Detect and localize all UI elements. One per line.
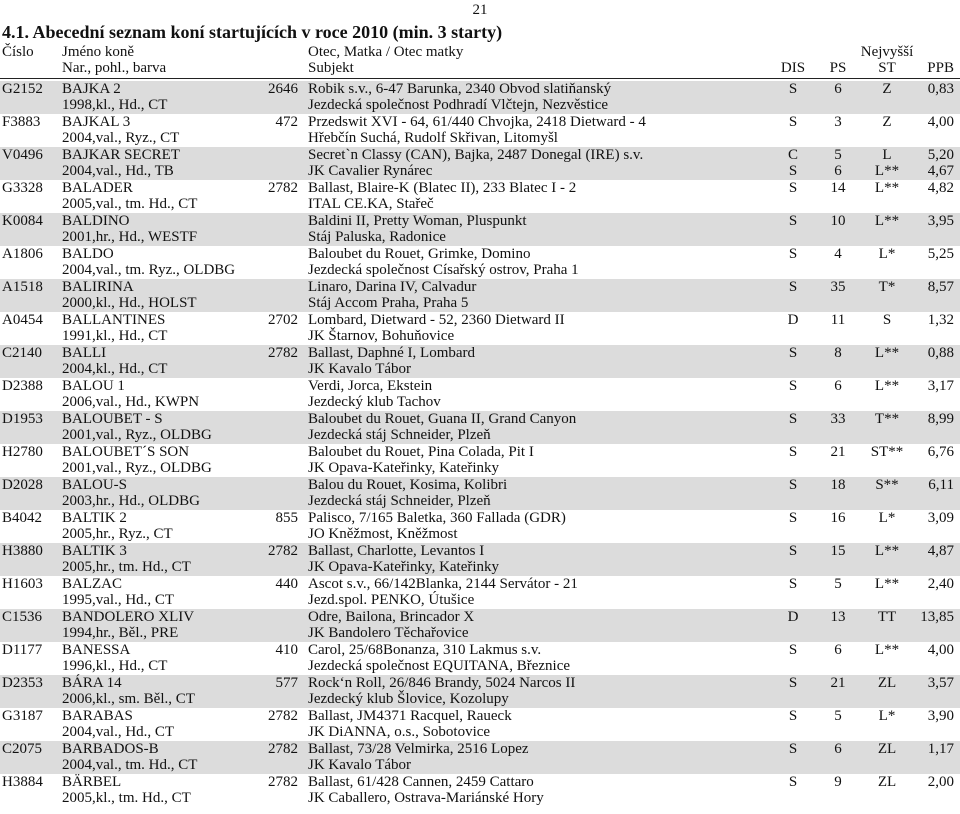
horse-subject: JK Štarnov, Bohuňovice: [308, 328, 455, 344]
discipline: C: [787, 147, 798, 163]
highest-level: L*: [878, 246, 896, 262]
col-name-header: Jméno koně: [62, 44, 135, 60]
horse-subject: JK Opava-Kateřinky, Kateřinky: [308, 460, 500, 476]
highest-level: Z: [882, 114, 892, 130]
discipline: S: [788, 246, 798, 262]
highest-level: TT: [877, 609, 897, 625]
start-count: 14: [830, 180, 846, 196]
horse-parents: Baloubet du Rouet, Guana II, Grand Canyon: [308, 411, 577, 427]
table-row: [0, 675, 960, 708]
horse-info: 2005,kl., tm. Hd., CT: [62, 790, 191, 806]
start-count: 21: [830, 444, 846, 460]
discipline: S: [788, 675, 798, 691]
col-parents-header: Otec, Matka / Otec matky: [308, 44, 464, 60]
sire-number: 2782: [268, 180, 298, 196]
horse-name: BALLANTINES: [62, 312, 166, 328]
discipline: S: [788, 708, 798, 724]
discipline: S: [788, 477, 798, 493]
ppb-value: 3,57: [927, 675, 954, 691]
table-row: [0, 609, 960, 642]
horse-parents: Odre, Bailona, Brincador X: [308, 609, 475, 625]
ppb-value: 3,09: [927, 510, 954, 526]
horse-name: BALIRINA: [62, 279, 134, 295]
horse-subject: Jezdecká společnost Císařský ostrov, Praha 1: [308, 262, 579, 278]
horse-parents: Ballast, Daphné I, Lombard: [308, 345, 476, 361]
highest-level: L**: [874, 543, 900, 559]
horse-parents: Verdi, Jorca, Ekstein: [308, 378, 433, 394]
horse-info: 2001,val., Ryz., OLDBG: [62, 427, 212, 443]
ppb-value: 8,99: [927, 411, 954, 427]
horse-info: 1991,kl., Hd., CT: [62, 328, 168, 344]
highest-level: L*: [878, 708, 896, 724]
discipline: S: [788, 444, 798, 460]
horse-id: D1177: [2, 642, 43, 658]
table-row: [0, 444, 960, 477]
discipline: D: [787, 312, 799, 328]
ppb-value: 3,90: [927, 708, 954, 724]
table-row: [0, 312, 960, 345]
horse-id: D2353: [2, 675, 43, 691]
start-count: 4: [834, 246, 842, 262]
discipline: S: [788, 114, 798, 130]
horse-name: BALTIK 3: [62, 543, 127, 559]
horse-name: BALADER: [62, 180, 133, 196]
horse-id: C1536: [2, 609, 43, 625]
table-row: [0, 180, 960, 213]
horse-parents: Rock‘n Roll, 26/846 Brandy, 5024 Narcos II: [308, 675, 576, 691]
table-row: [0, 114, 960, 147]
col-ps-header: PS: [829, 60, 847, 76]
horse-subject: ITAL CE.KA, Stařeč: [308, 196, 434, 212]
horse-name: BALOUBET - S: [62, 411, 163, 427]
highest-level: L: [882, 147, 892, 163]
horse-id: G2152: [2, 81, 43, 97]
sire-number: 2782: [268, 741, 298, 757]
sire-number: 855: [275, 510, 298, 526]
ppb-value: 6,11: [928, 477, 954, 493]
sire-number: 2782: [268, 774, 298, 790]
horse-parents: Baldini II, Pretty Woman, Pluspunkt: [308, 213, 527, 229]
horse-parents: Carol, 25/68Bonanza, 310 Lakmus s.v.: [308, 642, 542, 658]
highest-level: L**: [874, 345, 900, 361]
ppb-value: 0,88: [927, 345, 954, 361]
sire-number: 2646: [268, 81, 298, 97]
horse-subject: Jezdecký klub Tachov: [308, 394, 441, 410]
start-count: 8: [834, 345, 842, 361]
sire-number: 472: [275, 114, 298, 130]
horse-info: 2000,kl., Hd., HOLST: [62, 295, 197, 311]
horse-id: D1953: [2, 411, 43, 427]
table-row: [0, 147, 960, 180]
horse-id: D2028: [2, 477, 43, 493]
page-title: 4.1. Abecední seznam koní startujících v roce 2010 (min. 3 starty): [2, 22, 503, 42]
highest-level: S**: [875, 477, 899, 493]
horse-info: 1995,val., Hd., CT: [62, 592, 175, 608]
discipline: S: [788, 81, 798, 97]
sire-number: 440: [275, 576, 298, 592]
horse-parents: Palisco, 7/165 Baletka, 360 Fallada (GDR): [308, 510, 566, 526]
table-row: [0, 510, 960, 543]
horse-name: BALDO: [62, 246, 114, 262]
horse-parents: Ballast, Blaire-K (Blatec II), 233 Blatec I - 2: [308, 180, 577, 196]
discipline: S: [788, 774, 798, 790]
horse-subject: Jezdecká společnost EQUITANA, Březnice: [308, 658, 571, 674]
discipline: S: [788, 576, 798, 592]
horse-name: BALDINO: [62, 213, 130, 229]
start-count: 21: [830, 675, 846, 691]
highest-level: T**: [874, 411, 900, 427]
table-row: [0, 774, 960, 807]
horse-name: BÁRA 14: [62, 675, 122, 691]
horse-parents: Linaro, Darina IV, Calvadur: [308, 279, 477, 295]
table-row: [0, 345, 960, 378]
start-count: 18: [830, 477, 846, 493]
start-count: 6: [834, 642, 842, 658]
discipline: S: [788, 543, 798, 559]
highest-level-2: L**: [874, 163, 900, 179]
header-rule: [0, 78, 960, 79]
horse-parents: Secret`n Classy (CAN), Bajka, 2487 Donegal (IRE) s.v.: [308, 147, 644, 163]
discipline: S: [788, 741, 798, 757]
table-row: [0, 477, 960, 510]
horse-parents: Przedswit XVI - 64, 61/440 Chvojka, 2418 Dietward - 4: [308, 114, 646, 130]
horse-info: 2005,hr., tm. Hd., CT: [62, 559, 191, 575]
table-row: [0, 378, 960, 411]
horse-id: D2388: [2, 378, 43, 394]
horse-subject: Jezdecká stáj Schneider, Plzeň: [308, 427, 491, 443]
horse-id: H3880: [2, 543, 43, 559]
horse-info: 2001,val., Ryz., OLDBG: [62, 460, 212, 476]
horse-subject: Hřebčín Suchá, Rudolf Skřivan, Litomyšl: [308, 130, 558, 146]
horse-name: BALLI: [62, 345, 107, 361]
start-count-2: 6: [834, 163, 842, 179]
highest-level: L**: [874, 642, 900, 658]
horse-id: H3884: [2, 774, 43, 790]
horse-id: A1518: [2, 279, 43, 295]
col-subject-header: Subjekt: [308, 60, 354, 76]
highest-level: Z: [882, 81, 892, 97]
horse-subject: JK Kavalo Tábor: [308, 361, 412, 377]
horse-name: BANDOLERO XLIV: [62, 609, 195, 625]
horse-subject: Stáj Accom Praha, Praha 5: [308, 295, 469, 311]
horse-info: 2004,val., tm. Ryz., OLDBG: [62, 262, 236, 278]
table-row: [0, 81, 960, 114]
discipline: D: [787, 609, 799, 625]
table-row: [0, 708, 960, 741]
ppb-value: 2,40: [927, 576, 954, 592]
start-count: 6: [834, 741, 842, 757]
horse-name: BAJKA 2: [62, 81, 121, 97]
ppb-value: 3,17: [927, 378, 954, 394]
table-row: [0, 642, 960, 675]
horse-info: 2003,hr., Hd., OLDBG: [62, 493, 200, 509]
col-name2-header: Nar., pohl., barva: [62, 60, 167, 76]
ppb-value: 0,83: [927, 81, 954, 97]
horse-parents: Ballast, 61/428 Cannen, 2459 Cattaro: [308, 774, 534, 790]
horse-name: BANESSA: [62, 642, 131, 658]
start-count: 5: [834, 708, 842, 724]
sire-number: 2782: [268, 345, 298, 361]
horse-name: BALZAC: [62, 576, 122, 592]
horse-parents: Lombard, Dietward - 52, 2360 Dietward II: [308, 312, 565, 328]
ppb-value-2: 4,67: [927, 163, 954, 179]
horse-name: BARBADOS-B: [62, 741, 159, 757]
horse-info: 2006,kl., sm. Běl., CT: [62, 691, 195, 707]
horse-subject: JK DiANNA, o.s., Sobotovice: [308, 724, 491, 740]
horse-id: B4042: [2, 510, 43, 526]
start-count: 13: [830, 609, 846, 625]
horse-subject: JK Cavalier Rynárec: [308, 163, 433, 179]
start-count: 15: [830, 543, 846, 559]
horse-info: 2005,hr., Ryz., CT: [62, 526, 173, 542]
horse-id: C2075: [2, 741, 43, 757]
horse-id: H1603: [2, 576, 43, 592]
sire-number: 2782: [268, 708, 298, 724]
sire-number: 410: [275, 642, 298, 658]
ppb-value: 6,76: [927, 444, 954, 460]
horse-id: C2140: [2, 345, 43, 361]
ppb-value: 2,00: [927, 774, 954, 790]
col-best-header: Nejvyšší: [860, 44, 914, 60]
highest-level: S: [882, 312, 892, 328]
horse-subject: Jezdecká společnost Podhradí Vlčtejn, Nezvěstice: [308, 97, 609, 113]
horse-id: G3328: [2, 180, 43, 196]
horse-info: 2004,val., tm. Hd., CT: [62, 757, 198, 773]
horse-info: 2004,kl., Hd., CT: [62, 361, 168, 377]
start-count: 33: [830, 411, 846, 427]
ppb-value: 1,32: [927, 312, 954, 328]
highest-level: L**: [874, 180, 900, 196]
table-row: [0, 213, 960, 246]
col-id-header: Číslo: [2, 44, 34, 60]
highest-level: ZL: [877, 774, 897, 790]
horse-info: 2004,val., Hd., CT: [62, 724, 175, 740]
horse-parents: Ballast, JM4371 Racquel, Raueck: [308, 708, 512, 724]
horse-name: BAJKAL 3: [62, 114, 131, 130]
horse-parents: Ascot s.v., 66/142Blanka, 2144 Servátor - 21: [308, 576, 578, 592]
discipline: S: [788, 510, 798, 526]
horse-id: H2780: [2, 444, 43, 460]
horse-parents: Baloubet du Rouet, Grimke, Domino: [308, 246, 531, 262]
start-count: 5: [834, 576, 842, 592]
ppb-value: 5,25: [927, 246, 954, 262]
discipline: S: [788, 279, 798, 295]
highest-level: T*: [878, 279, 896, 295]
horse-info: 1994,hr., Běl., PRE: [62, 625, 179, 641]
start-count: 9: [834, 774, 842, 790]
page-number: 21: [472, 2, 488, 18]
start-count: 6: [834, 81, 842, 97]
col-st-header: ST: [878, 60, 896, 76]
ppb-value: 4,00: [927, 642, 954, 658]
highest-level: ST**: [870, 444, 904, 460]
horse-info: 2005,val., tm. Hd., CT: [62, 196, 198, 212]
horse-subject: JO Kněžmost, Kněžmost: [308, 526, 458, 542]
highest-level: L*: [878, 510, 896, 526]
horse-name: BALOUBET´S SON: [62, 444, 190, 460]
horse-info: 2004,val., Hd., TB: [62, 163, 174, 179]
start-count: 5: [834, 147, 842, 163]
horse-parents: Balou du Rouet, Kosima, Kolibri: [308, 477, 508, 493]
horse-name: BARABAS: [62, 708, 133, 724]
horse-parents: Ballast, Charlotte, Levantos I: [308, 543, 485, 559]
horse-subject: JK Kavalo Tábor: [308, 757, 412, 773]
highest-level: L**: [874, 213, 900, 229]
table-row: [0, 246, 960, 279]
discipline: S: [788, 180, 798, 196]
table-row: [0, 741, 960, 774]
start-count: 3: [834, 114, 842, 130]
horse-info: 2006,val., Hd., KWPN: [62, 394, 200, 410]
discipline: S: [788, 411, 798, 427]
ppb-value: 5,20: [927, 147, 954, 163]
column-header-row-2: [0, 60, 960, 76]
highest-level: L**: [874, 576, 900, 592]
highest-level: ZL: [877, 675, 897, 691]
horse-parents: Baloubet du Rouet, Pina Colada, Pit I: [308, 444, 534, 460]
horse-id: F3883: [2, 114, 41, 130]
ppb-value: 8,57: [927, 279, 954, 295]
discipline: S: [788, 345, 798, 361]
horse-subject: JK Bandolero Těchařovice: [308, 625, 469, 641]
horse-id: K0084: [2, 213, 43, 229]
discipline: S: [788, 213, 798, 229]
horse-info: 2004,val., Ryz., CT: [62, 130, 180, 146]
horse-info: 2001,hr., Hd., WESTF: [62, 229, 198, 245]
ppb-value: 13,85: [920, 609, 954, 625]
ppb-value: 3,95: [927, 213, 954, 229]
horse-subject: Jezdecký klub Šlovice, Kozolupy: [308, 691, 509, 707]
horse-id: A1806: [2, 246, 43, 262]
sire-number: 2702: [268, 312, 298, 328]
horse-subject: JK Opava-Kateřinky, Kateřinky: [308, 559, 500, 575]
horse-info: 1998,kl., Hd., CT: [62, 97, 168, 113]
ppb-value: 4,87: [927, 543, 954, 559]
horse-subject: Stáj Paluska, Radonice: [308, 229, 446, 245]
ppb-value: 4,00: [927, 114, 954, 130]
ppb-value: 1,17: [927, 741, 954, 757]
table-row: [0, 543, 960, 576]
table-row: [0, 279, 960, 312]
highest-level: ZL: [877, 741, 897, 757]
start-count: 16: [830, 510, 846, 526]
start-count: 10: [830, 213, 846, 229]
horse-subject: JK Caballero, Ostrava-Mariánské Hory: [308, 790, 544, 806]
horse-parents: Robik s.v., 6-47 Barunka, 2340 Obvod slatiňanský: [308, 81, 612, 97]
table-row: [0, 576, 960, 609]
start-count: 35: [830, 279, 846, 295]
horse-name: BAJKAR SECRET: [62, 147, 180, 163]
horse-name: BALTIK 2: [62, 510, 127, 526]
horse-id: A0454: [2, 312, 43, 328]
start-count: 11: [830, 312, 846, 328]
sire-number: 577: [275, 675, 298, 691]
discipline: S: [788, 378, 798, 394]
highest-level: L**: [874, 378, 900, 394]
ppb-value: 4,82: [927, 180, 954, 196]
col-dis-header: DIS: [780, 60, 806, 76]
start-count: 6: [834, 378, 842, 394]
horse-subject: Jezdecká stáj Schneider, Plzeň: [308, 493, 491, 509]
discipline: S: [788, 642, 798, 658]
horse-name: BALOU 1: [62, 378, 125, 394]
table-row: [0, 411, 960, 444]
horse-info: 1996,kl., Hd., CT: [62, 658, 168, 674]
sire-number: 2782: [268, 543, 298, 559]
horse-name: BÄRBEL: [62, 774, 122, 790]
discipline-2: S: [788, 163, 798, 179]
horse-id: G3187: [2, 708, 43, 724]
horse-subject: Jezd.spol. PENKO, Útušice: [308, 592, 475, 608]
horse-id: V0496: [2, 147, 43, 163]
col-ppb-header: PPB: [927, 60, 954, 76]
column-header-row-1: [0, 44, 960, 60]
horse-parents: Ballast, 73/28 Velmirka, 2516 Lopez: [308, 741, 529, 757]
horse-name: BALOU-S: [62, 477, 128, 493]
